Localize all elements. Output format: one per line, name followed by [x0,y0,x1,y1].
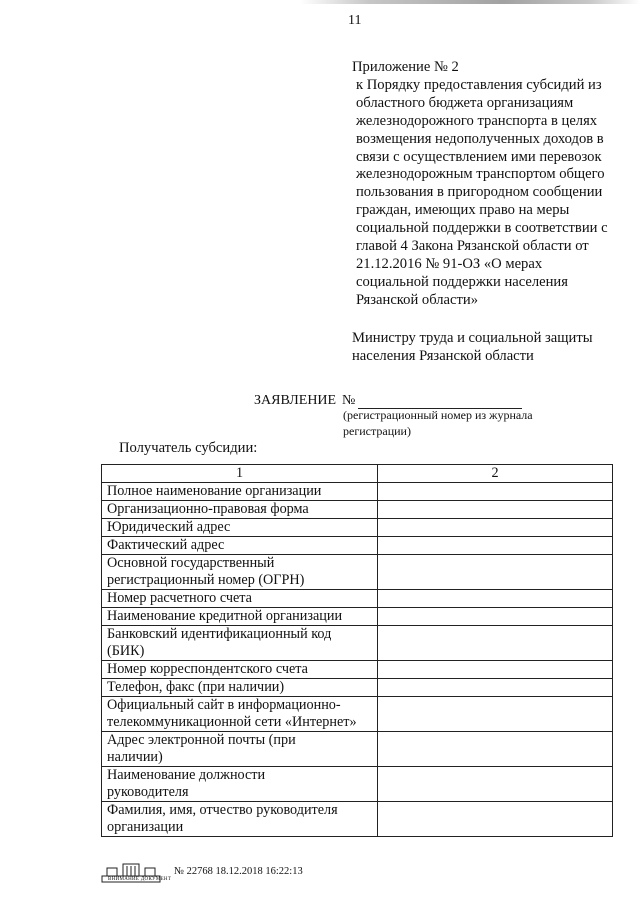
field-label [102,626,378,661]
field-label [102,501,378,519]
table-row [102,501,613,519]
field-label-line: Фамилия, имя, отчество руководителя [107,802,338,818]
page-number: 11 [348,13,362,28]
field-value-cell[interactable] [378,537,613,555]
appendix-line: пользования в пригородном сообщении [356,184,603,201]
stamp-caption: ВНИМАНИЕ ДОКУМЕНТ [108,877,172,882]
field-label-line: (БИК) [107,643,145,659]
appendix-line: железнодорожного транспорта в целях [356,112,598,129]
appendix-text [352,77,620,310]
field-label-line: телекоммуникационной сети «Интернет» [107,714,357,730]
field-label-line: Банковский идентификационный код [107,626,332,642]
table-row [102,519,613,537]
field-label [102,555,378,590]
field-value-cell[interactable] [378,590,613,608]
field-label-line: Фактический адрес [107,537,225,553]
field-value-cell[interactable] [378,697,613,732]
field-value-cell[interactable] [378,732,613,767]
addressee-block [352,330,620,366]
table-row [102,626,613,661]
appendix-line: социальной поддержки населения [356,273,568,290]
field-label-line: Наименование кредитной организации [107,608,343,624]
field-label [102,679,378,697]
table-row [102,697,613,732]
field-label-line: руководителя [107,784,189,800]
recipient-label: Получатель субсидии: [119,440,258,456]
appendix-line: Рязанской области» [356,291,478,308]
table-row [102,537,613,555]
table-row [102,767,613,802]
field-label [102,732,378,767]
table-row [102,483,613,501]
appendix-line: главой 4 Закона Рязанской области от [356,238,589,255]
field-label-line: Организационно-правовая форма [107,501,309,517]
column-header-2: 2 [378,465,613,483]
field-value-cell[interactable] [378,661,613,679]
appendix-line: граждан, имеющих право на меры [356,202,570,219]
table-row [102,590,613,608]
field-label-line: Юридический адрес [107,519,231,535]
table-row [102,608,613,626]
field-label-line: Номер корреспондентского счета [107,661,308,677]
addressee-line: населения Рязанской области [352,347,534,364]
appendix-block [352,59,620,310]
appendix-line: 21.12.2016 № 91-ОЗ «О мерах [356,255,543,272]
statement-number-note [343,408,563,439]
field-value-cell[interactable] [378,555,613,590]
field-value-cell[interactable] [378,519,613,537]
field-value-cell[interactable] [378,626,613,661]
field-label [102,590,378,608]
note-line: регистрации) [343,423,411,438]
field-label-line: Основной государственный [107,555,275,571]
table-header-row [102,465,613,483]
field-label-line: Телефон, факс (при наличии) [107,679,285,695]
field-label-line: организации [107,819,184,835]
table-row [102,679,613,697]
table-row [102,802,613,837]
field-label-line: Полное наименование организации [107,483,322,499]
table-row [102,661,613,679]
field-value-cell[interactable] [378,483,613,501]
statement-number-prefix: № [342,393,356,408]
field-label [102,697,378,732]
field-label [102,483,378,501]
appendix-line: возмещения недополученных доходов в [356,130,604,147]
field-label [102,608,378,626]
field-label-line: Номер расчетного счета [107,590,252,606]
table-body [102,483,613,837]
table-row [102,555,613,590]
column-header-1: 1 [102,465,378,483]
appendix-line: к Порядку предоставления субсидий из [356,76,602,93]
registration-info: № 22768 18.12.2018 16:22:13 [174,866,303,877]
appendix-line: связи с осуществлением ими перевозок [356,148,602,165]
appendix-line: областного бюджета организациям [356,94,574,111]
field-label-line: Адрес электронной почты (при [107,732,296,748]
field-label-line: регистрационный номер (ОГРН) [107,572,305,588]
field-label-line: Официальный сайт в информационно- [107,697,341,713]
field-value-cell[interactable] [378,501,613,519]
field-value-cell[interactable] [378,679,613,697]
recipient-info-table [101,464,613,837]
field-value-cell[interactable] [378,767,613,802]
field-value-cell[interactable] [378,608,613,626]
field-label [102,537,378,555]
appendix-line: железнодорожным транспортом общего [356,166,605,183]
field-label [102,661,378,679]
addressee-line: Министру труда и социальной защиты [352,330,593,346]
table-row [102,732,613,767]
statement-title: ЗАЯВЛЕНИЕ [254,393,337,408]
field-label-line: Наименование должности [107,767,266,783]
field-label [102,767,378,802]
field-label [102,519,378,537]
scan-edge [300,0,640,4]
field-label-line: наличии) [107,749,163,765]
note-line: (регистрационный номер из журнала [343,408,533,422]
appendix-title: Приложение № 2 [352,59,459,75]
appendix-line: социальной поддержки в соответствии с [356,220,608,237]
field-value-cell[interactable] [378,802,613,837]
field-label [102,802,378,837]
